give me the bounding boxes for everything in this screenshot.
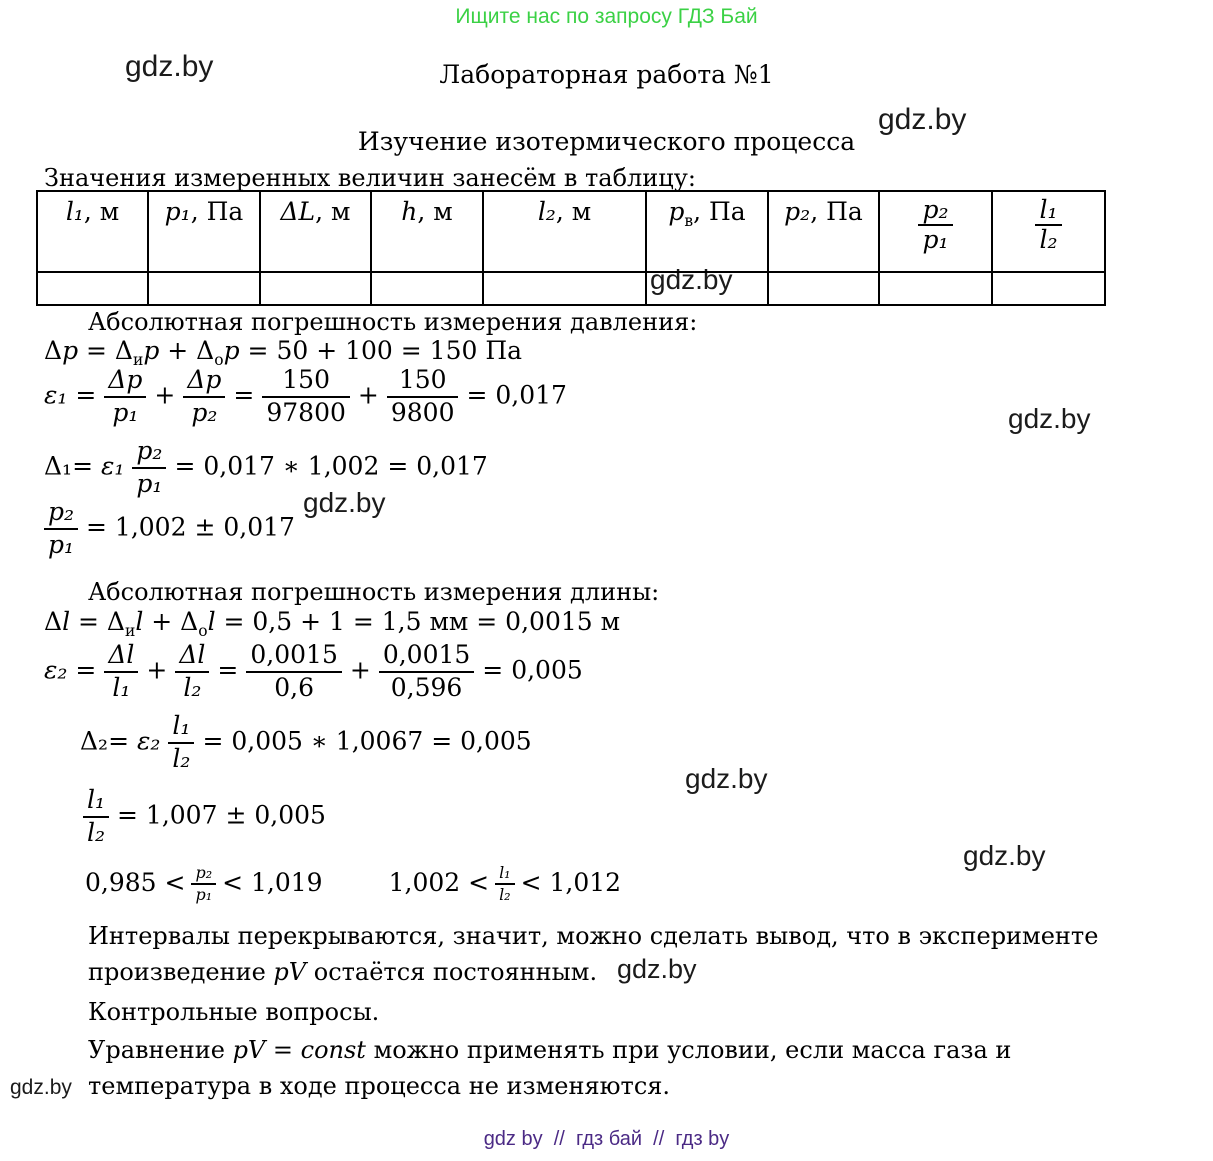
empty-cell — [371, 272, 483, 305]
header-cell-l1 — [37, 191, 148, 272]
fraction-numerator: 150 — [387, 366, 459, 398]
math-token: < 1,012 — [520, 867, 622, 897]
math-var: l — [135, 607, 144, 636]
math-token: Δ₂ — [80, 726, 109, 756]
text-token: остаётся постоянным. — [306, 958, 598, 986]
empty-cell — [483, 272, 646, 305]
watermark: gdz.by — [125, 50, 214, 83]
fraction-numerator: 0,0015 — [379, 641, 474, 673]
math-subscript: и — [132, 351, 144, 369]
fraction-denominator: p₁ — [195, 885, 213, 905]
fraction-numerator: Δl — [175, 641, 209, 673]
empty-cell — [148, 272, 260, 305]
math-token: = 50 + 100 = 150 Па — [239, 336, 523, 365]
header-cell-l1-over-l2 — [992, 191, 1105, 272]
fraction-denominator: p₂ — [191, 397, 218, 427]
text-token: можно применять при условии, если масса газа и — [365, 1036, 1012, 1064]
pressure-error-heading: Абсолютная погрешность измерения давления: — [88, 308, 698, 336]
formula-epsilon1 — [44, 366, 567, 428]
conclusion-line-2 — [88, 958, 597, 986]
watermark: gdz.by — [1008, 403, 1091, 434]
fraction-denominator: l₂ — [499, 885, 511, 905]
math-token: = Δ — [70, 607, 125, 636]
header-cell-p2 — [768, 191, 879, 272]
fraction — [379, 641, 474, 703]
math-token: ε₁ = — [44, 380, 97, 410]
math-var: p — [223, 336, 240, 365]
fraction — [168, 712, 194, 774]
fraction-numerator: Δp — [104, 366, 146, 398]
fraction — [104, 366, 146, 428]
math-token: = — [72, 451, 101, 481]
text-token: Уравнение — [88, 1036, 233, 1064]
fraction — [387, 366, 459, 428]
math-token: + — [349, 655, 371, 685]
fraction-numerator: 0,0015 — [246, 641, 341, 673]
empty-cell — [646, 272, 768, 305]
fraction-denominator: 9800 — [390, 397, 455, 427]
fraction — [191, 864, 216, 905]
fraction-denominator: l₂ — [183, 672, 202, 702]
header-var: l₂ — [537, 197, 556, 226]
math-token: = 1,007 ± 0,005 — [117, 800, 326, 830]
header-cell-pv — [646, 191, 768, 272]
math-token: 1,002 < — [388, 867, 490, 897]
math-token: < 1,019 — [222, 867, 323, 897]
math-token: = — [108, 726, 137, 756]
header-var: p₁ — [164, 197, 191, 226]
watermark: gdz.by — [617, 954, 697, 984]
math-token: + — [146, 655, 168, 685]
fraction-numerator: l₁ — [83, 786, 109, 818]
answer-line-1 — [88, 1036, 1011, 1064]
fraction-denominator: l₂ — [1039, 225, 1058, 255]
formula-delta2 — [80, 712, 532, 774]
fraction-numerator: 150 — [262, 366, 350, 398]
math-token: = 0,005 — [482, 655, 583, 685]
math-subscript: и — [124, 622, 136, 640]
fraction — [132, 437, 166, 499]
header-unit: , Па — [190, 197, 244, 226]
header-cell-dL — [260, 191, 371, 272]
fraction-denominator: p₁ — [112, 397, 139, 427]
header-unit: , м — [417, 197, 453, 226]
fraction — [918, 197, 952, 254]
math-var: p — [143, 336, 160, 365]
header-var: p — [668, 197, 685, 226]
formula-p2-over-p1-result — [44, 498, 295, 560]
header-var: ΔL — [280, 197, 316, 226]
fraction-denominator: 0,6 — [274, 672, 314, 702]
formula-delta1 — [44, 437, 488, 499]
fraction-denominator: p₁ — [136, 468, 163, 498]
header-unit: , м — [315, 197, 351, 226]
table-data-row — [37, 272, 1105, 305]
fraction-numerator: Δl — [104, 641, 138, 673]
fraction-denominator: l₁ — [112, 672, 131, 702]
watermark: gdz.by — [303, 487, 386, 518]
header-var: p₂ — [784, 197, 811, 226]
fraction — [183, 366, 225, 428]
header-unit: , Па — [810, 197, 863, 226]
control-questions-heading: Контрольные вопросы. — [88, 998, 380, 1026]
header-unit: , м — [83, 197, 120, 226]
fraction-numerator: Δp — [183, 366, 225, 398]
header-subscript: в — [684, 212, 694, 230]
math-token: Δ₁ — [44, 451, 73, 481]
page-subtitle: Изучение изотермического процесса — [357, 127, 856, 156]
measurement-table — [36, 190, 1106, 306]
math-var: ε₁ — [100, 451, 125, 481]
fraction-numerator: p₂ — [918, 197, 952, 226]
interval-inequalities — [85, 864, 621, 905]
math-token: = Δ — [78, 336, 133, 365]
formula-l1-over-l2-result — [83, 786, 326, 848]
math-token: Δ — [44, 336, 63, 365]
math-token: = — [217, 655, 239, 685]
empty-cell — [768, 272, 879, 305]
math-token: = 0,017 ∗ 1,002 = 0,017 — [174, 451, 488, 481]
fraction-numerator: l₁ — [168, 712, 194, 744]
footer-text: gdz by // гдз бай // гдз by — [483, 1128, 730, 1150]
math-subscript: о — [214, 351, 224, 369]
formula-delta-l — [44, 607, 620, 640]
fraction — [246, 641, 341, 703]
intro-line: Значения измеренных величин занесём в таблицу: — [44, 164, 696, 192]
fraction — [1035, 197, 1061, 254]
math-token: = — [233, 380, 255, 410]
empty-cell — [37, 272, 148, 305]
header-cell-h — [371, 191, 483, 272]
math-token: + — [154, 380, 176, 410]
promo-banner: Ищите нас по запросу ГДЗ Бай — [455, 5, 758, 28]
math-var: pV — [273, 958, 307, 986]
math-token: + — [357, 380, 379, 410]
conclusion-line-1: Интервалы перекрываются, значит, можно сделать вывод, что в эксперименте — [88, 922, 1099, 950]
fraction — [104, 641, 138, 703]
math-var: p — [62, 336, 79, 365]
fraction — [44, 498, 78, 560]
fraction-denominator: l₂ — [87, 817, 106, 847]
watermark: gdz.by — [10, 1076, 72, 1099]
math-token: = 1,002 ± 0,017 — [86, 512, 295, 542]
math-token: + Δ — [159, 336, 215, 365]
fraction-denominator: l₂ — [172, 743, 191, 773]
header-unit: , Па — [693, 197, 746, 226]
math-token: = 0,017 — [466, 380, 567, 410]
fraction — [495, 864, 515, 905]
header-cell-p2-over-p1 — [879, 191, 992, 272]
fraction-numerator: p₂ — [44, 498, 78, 530]
header-cell-l2 — [483, 191, 646, 272]
empty-cell — [879, 272, 992, 305]
fraction-numerator: l₁ — [1035, 197, 1061, 226]
formula-epsilon2 — [44, 641, 583, 703]
fraction-numerator: p₂ — [132, 437, 166, 469]
math-token: Δ — [44, 607, 63, 636]
fraction-denominator: p₁ — [922, 225, 949, 255]
table-header-row — [37, 191, 1105, 272]
math-token: 0,985 < — [85, 867, 186, 897]
fraction — [262, 366, 350, 428]
header-unit: , м — [555, 197, 592, 226]
length-error-heading: Абсолютная погрешность измерения длины: — [88, 578, 660, 606]
fraction — [175, 641, 209, 703]
watermark: gdz.by — [963, 840, 1046, 871]
header-cell-p1 — [148, 191, 260, 272]
math-var: ε₂ — [136, 726, 161, 756]
watermark: gdz.by — [878, 103, 967, 136]
math-token: = 0,005 ∗ 1,0067 = 0,005 — [202, 726, 532, 756]
empty-cell — [260, 272, 371, 305]
text-token: произведение — [88, 958, 274, 986]
fraction-denominator: 0,596 — [390, 672, 463, 702]
fraction — [83, 786, 109, 848]
math-var: l — [207, 607, 216, 636]
math-var: l — [62, 607, 71, 636]
math-subscript: о — [198, 622, 208, 640]
header-var: h — [401, 197, 418, 226]
math-token: + Δ — [143, 607, 199, 636]
watermark: gdz.by — [650, 264, 733, 295]
watermark: gdz.by — [685, 763, 768, 794]
fraction-denominator: p₁ — [48, 529, 75, 559]
header-var: l₁ — [65, 197, 84, 226]
fraction-numerator: p₂ — [191, 864, 216, 885]
math-token: = 0,5 + 1 = 1,5 мм = 0,0015 м — [215, 607, 621, 636]
answer-line-2: температура в ходе процесса не изменяются. — [88, 1072, 671, 1100]
math-token: ε₂ = — [44, 655, 97, 685]
fraction-numerator: l₁ — [495, 864, 515, 885]
math-var: pV = const — [232, 1036, 366, 1064]
empty-cell — [992, 272, 1105, 305]
fraction-denominator: 97800 — [266, 397, 346, 427]
page-title: Лабораторная работа №1 — [439, 60, 774, 89]
